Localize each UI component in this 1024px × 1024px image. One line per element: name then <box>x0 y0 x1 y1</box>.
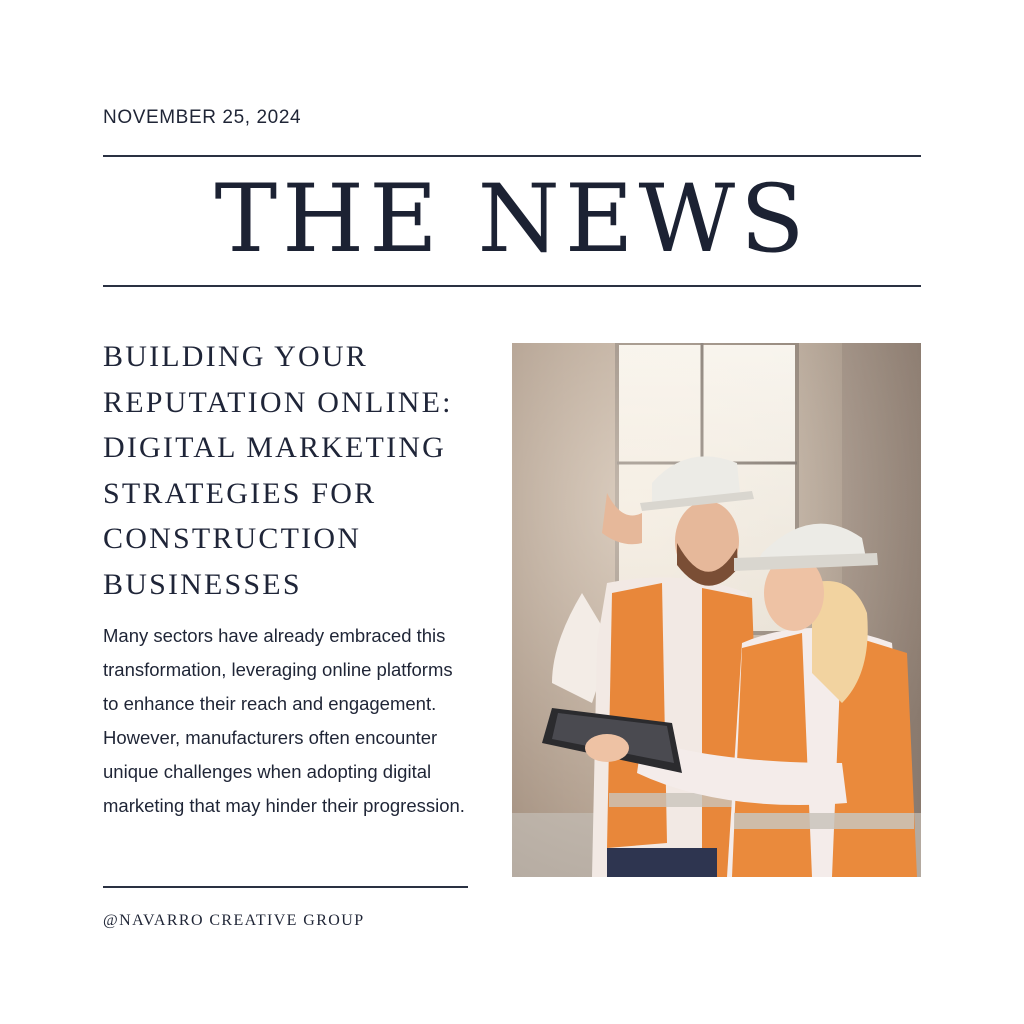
masthead-title: THE NEWS <box>214 165 810 274</box>
brand-credit: @NAVARRO CREATIVE GROUP <box>103 912 365 929</box>
masthead-rule-top <box>103 155 921 157</box>
issue-date: NOVEMBER 25, 2024 <box>103 107 302 128</box>
article-body: Many sectors have already embraced this transformation, leveraging online platforms to enhance their reach and engagement. However, manufacturers often encounter unique challenges when adopting digital marketing that may hinder their progression. <box>103 625 465 816</box>
article-photo <box>512 343 921 877</box>
masthead-rule-bottom <box>103 285 921 287</box>
footer-rule <box>103 886 468 888</box>
article-headline: BUILDING YOUR REPUTATION ONLINE: DIGITAL MARKETING STRATEGIES FOR CONSTRUCTION BUSINESSES <box>103 340 453 601</box>
construction-workers-illustration <box>512 343 921 877</box>
